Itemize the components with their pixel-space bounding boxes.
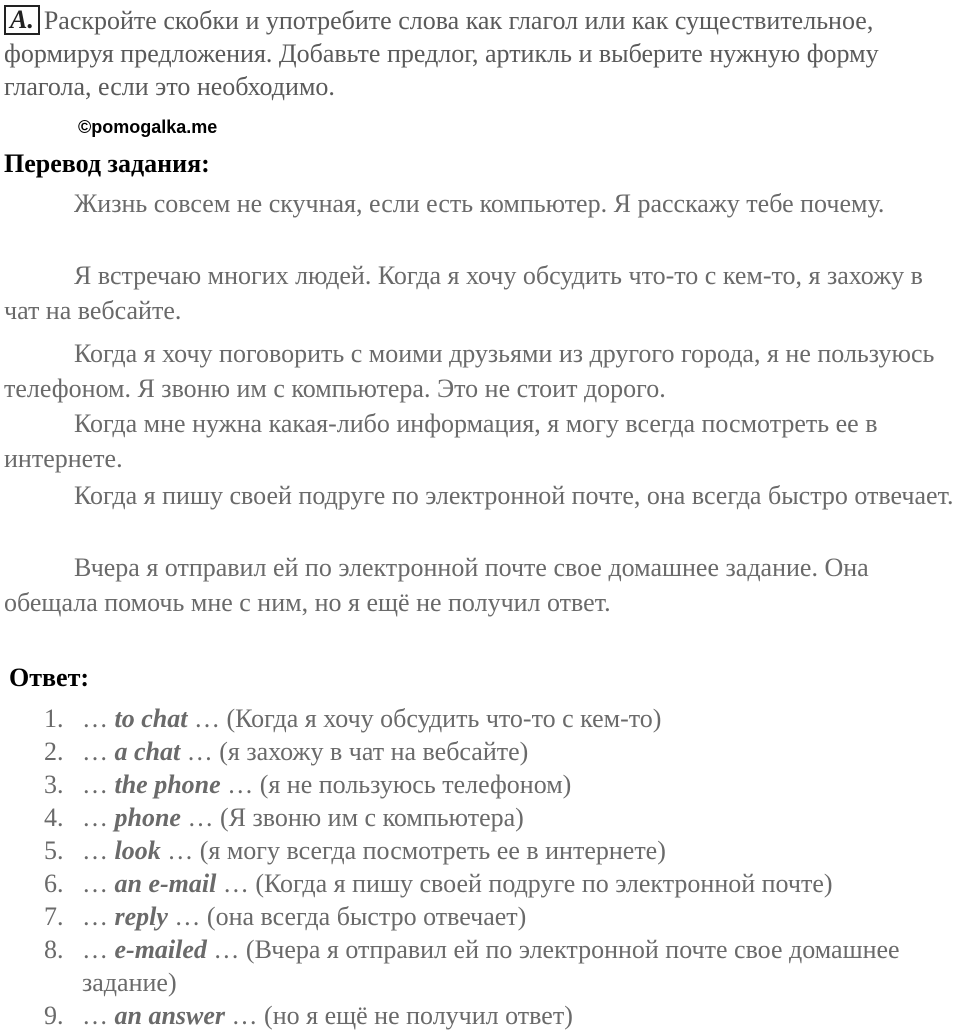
answer-number: 7. xyxy=(44,902,64,931)
answer-item: 6. … an e-mail … (Когда я пишу своей подруге по электронной почте) xyxy=(44,869,833,898)
translation-paragraph-4: Когда мне нужна какая-либо информация, я могу всегда посмотреть ее в интернете. xyxy=(4,409,878,473)
translation-paragraph-3: Когда я хочу поговорить с моими друзьями из другого города, я не пользуюсь телефоном. Я звоню им с компьютера. Это не стоит дорого. xyxy=(4,339,935,403)
answer-keyword: a chat xyxy=(114,737,181,766)
translation-paragraph-5: Когда я пишу своей подруге по электронной почте, она всегда быстро отвечает. xyxy=(74,481,954,510)
answer-gloss: … (но я ещё не получил ответ) xyxy=(225,1001,573,1030)
task-text: Раскройте скобки и употребите слова как глагол или как существительное, формируя предложения. Добавьте предлог, артикль и выберите нужную форму глагола, если это необходимо. xyxy=(4,6,879,101)
answer-keyword: look xyxy=(114,836,161,865)
answer-item: 2. … a chat … (я захожу в чат на вебсайте) xyxy=(44,737,529,766)
answer-item: 8. … e-mailed … (Вчера я отправил ей по электронной почте свое домашнее задание) xyxy=(44,935,900,997)
translation-paragraph-2: Я встречаю многих людей. Когда я хочу обсудить что-то с кем-то, я захожу в чат на вебсайте. xyxy=(4,261,923,325)
answer-keyword: an e-mail xyxy=(114,869,217,898)
answer-gloss: … (я могу всегда посмотреть ее в интернете) xyxy=(160,836,666,865)
answer-number: 5. xyxy=(44,836,64,865)
answer-item: 1. … to chat … (Когда я хочу обсудить что-то с кем-то) xyxy=(44,704,662,733)
answer-item: 7. … reply … (она всегда быстро отвечает) xyxy=(44,902,527,931)
answer-list xyxy=(0,702,960,1032)
answer-gloss: … (я не пользуюсь телефоном) xyxy=(220,770,572,799)
answer-gloss: … (она всегда быстро отвечает) xyxy=(167,902,527,931)
answer-item: 3. … the phone … (я не пользуюсь телефоном) xyxy=(44,770,572,799)
answer-number: 6. xyxy=(44,869,64,898)
answer-gloss: … (Когда я хочу обсудить что-то с кем-то) xyxy=(187,704,662,733)
answer-number: 2. xyxy=(44,737,64,766)
exercise-letter-box: A. xyxy=(4,5,40,35)
answer-number: 8. xyxy=(44,935,64,964)
answer-number: 3. xyxy=(44,770,64,799)
answer-keyword: phone xyxy=(114,803,181,832)
answer-keyword: the phone xyxy=(114,770,221,799)
answer-gloss: … (Вчера я отправил ей по электронной почте свое домашнее задание) xyxy=(82,935,900,997)
translation-paragraph-6: Вчера я отправил ей по электронной почте свое домашнее задание. Она обещала помочь мне с ним, но я ещё не получил ответ. xyxy=(4,553,869,617)
answer-keyword: e-mailed xyxy=(114,935,207,964)
answer-keyword: reply xyxy=(114,902,168,931)
answer-number: 1. xyxy=(44,704,64,733)
answer-number: 4. xyxy=(44,803,64,832)
task-statement xyxy=(4,4,954,103)
answer-item: 4. … phone … (Я звоню им с компьютера) xyxy=(44,803,524,832)
answer-heading: Ответ: xyxy=(9,663,90,692)
answer-gloss: … (Когда я пишу своей подруге по электронной почте) xyxy=(216,869,833,898)
answer-keyword: an answer xyxy=(114,1001,226,1030)
answer-gloss: … (я захожу в чат на вебсайте) xyxy=(180,737,529,766)
answer-gloss: … (Я звоню им с компьютера) xyxy=(180,803,524,832)
translation-heading: Перевод задания: xyxy=(4,149,210,178)
answer-number: 9. xyxy=(44,1001,64,1030)
answer-item: 5. … look … (я могу всегда посмотреть ее в интернете) xyxy=(44,836,666,865)
answer-keyword: to chat xyxy=(114,704,188,733)
answer-item: 9. … an answer … (но я ещё не получил ответ) xyxy=(44,1001,573,1030)
translation-paragraph-1: Жизнь совсем не скучная, если есть компьютер. Я расскажу тебе почему. xyxy=(74,189,885,218)
watermark: ©pomogalka.me xyxy=(78,117,218,137)
